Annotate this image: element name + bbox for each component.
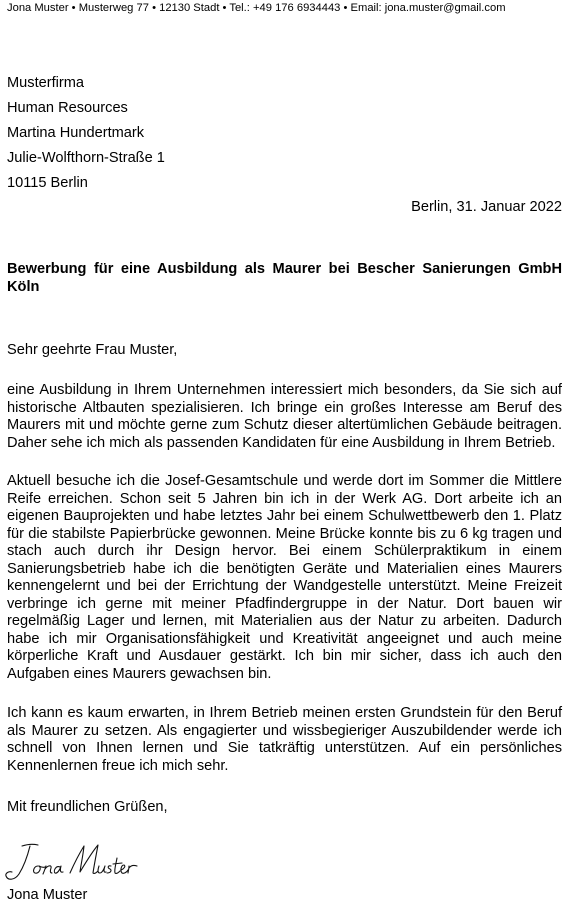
letter-date: Berlin, 31. Januar 2022 bbox=[411, 199, 562, 215]
body-paragraph-2: Aktuell besuche ich die Josef-Gesamtschule und werde dort im Sommer die Mittlere Reife erreichen. Schon seit 5 Jahren bin ich in der Werk AG. Dort arbeite ich an eigenen Bauprojekten und habe letztes Jahr bei einem Schulwettbewerb den 1. Platz für die stabilste Papierbrücke gewonnen. Meine Brücke konnte bis zu 6 kg tragen und stach auch durch ihr Design hervor. Bei einem Schülerpraktikum in einem Sanierungsbetrieb habe ich die benötigten Geräte und Materialien eines Maurers kennengelernt und bei der Errichtung der Wandgestelle unterstützt. Meine Freizeit verbringe ich gerne mit meiner Pfadfindergruppe in der Natur. Dort bauen wir regelmäßig Lager und lernen, mit Materialien aus der Natur zu arbeiten. Dadurch habe ich mir Organisationsfähigkeit und Kreativität angeeignet und auch meine körperliche Kraft und Ausdauer gestärkt. Ich bin mir sicher, dass ich auch den Aufgaben eines Maurers gewachsen bin. bbox=[7, 473, 562, 682]
recipient-person: Martina Hundertmark bbox=[7, 125, 145, 141]
letter-subject: Bewerbung für eine Ausbildung als Maurer bei Bescher Sanierungen GmbH Köln bbox=[7, 261, 562, 295]
recipient-city: 10115 Berlin bbox=[7, 175, 88, 191]
sender-contact-line: Jona Muster • Musterweg 77 • 12130 Stadt • Tel.: +49 176 6934443 • Email: jona.muster@gmail.com bbox=[7, 2, 506, 14]
letter-closing: Mit freundlichen Grüßen, bbox=[7, 799, 168, 815]
body-paragraph-3: Ich kann es kaum erwarten, in Ihrem Betrieb meinen ersten Grundstein für den Beruf als Maurer zu setzen. Als engagierter und wissbegieriger Auszubildender werde ich schnell von Ihnen lernen und Sie tatkräftig unterstützen. Auf ein persönliches Kennenlernen freue ich mich sehr. bbox=[7, 705, 562, 774]
recipient-company: Musterfirma bbox=[7, 75, 85, 91]
recipient-department: Human Resources bbox=[7, 100, 128, 116]
recipient-street: Julie-Wolfthorn-Straße 1 bbox=[7, 150, 165, 166]
sender-name: Jona Muster bbox=[7, 887, 88, 903]
handwritten-signature bbox=[0, 836, 150, 884]
recipient-address bbox=[7, 71, 165, 196]
body-paragraph-1: eine Ausbildung in Ihrem Unternehmen interessiert mich besonders, da Sie sich auf historische Altbauten spezialisieren. Ich bringe ein großes Interesse am Beruf des Maurers mit und möchte gerne zum Schutz dieser altertümlichen Gebäude beitragen. Daher sehe ich mich als passenden Kandidaten für eine Ausbildung in Ihrem Betrieb. bbox=[7, 382, 562, 451]
letter-salutation: Sehr geehrte Frau Muster, bbox=[7, 342, 178, 358]
